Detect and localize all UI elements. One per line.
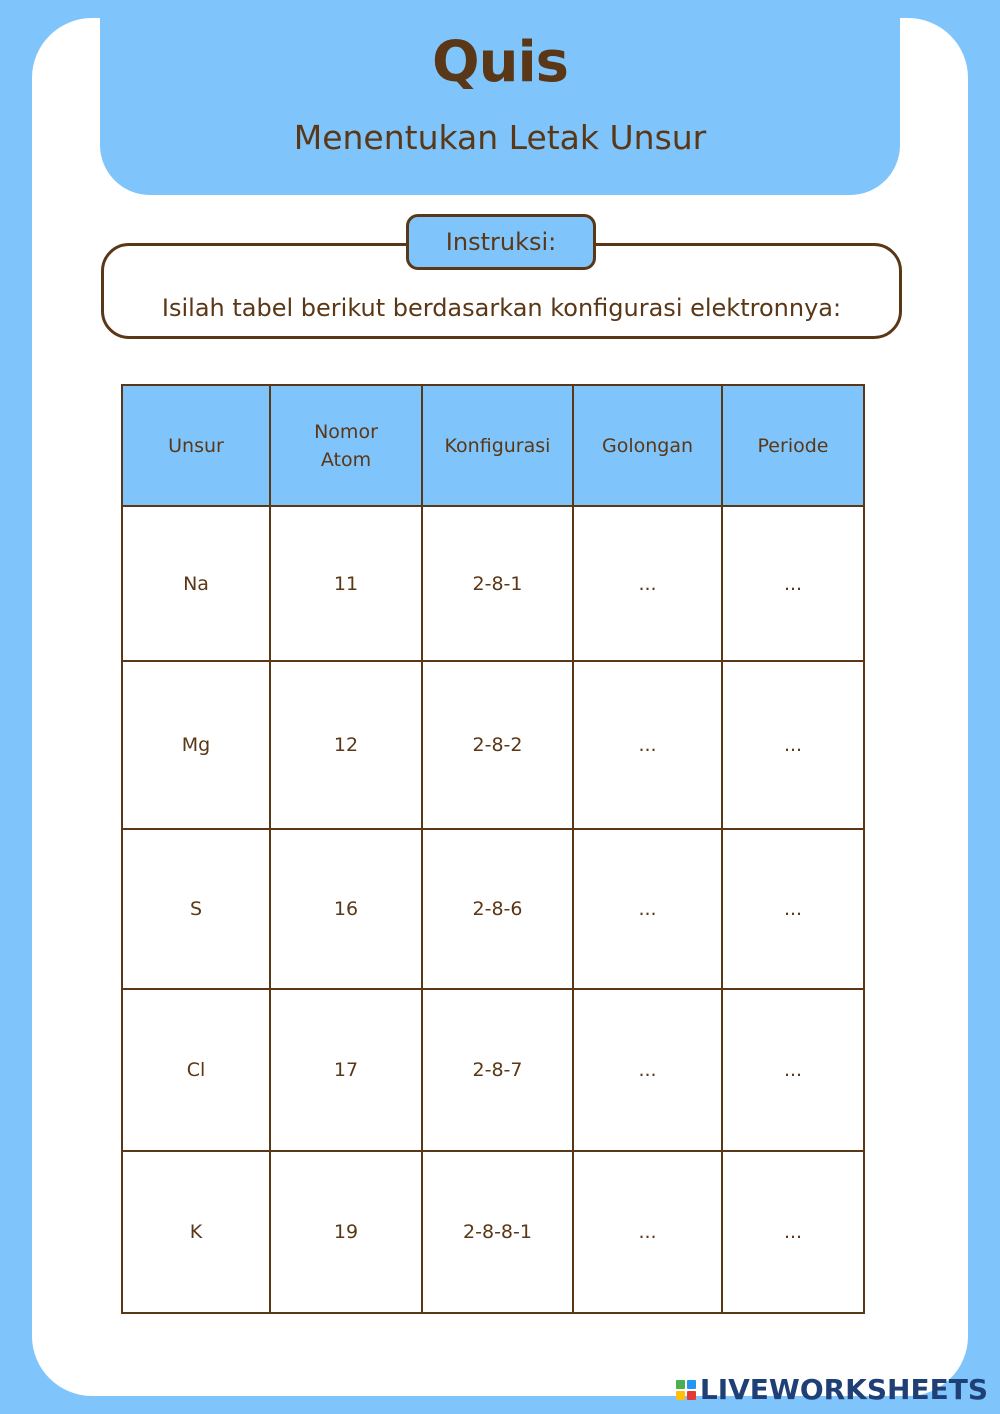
table-row xyxy=(122,989,864,1151)
golongan-answer-field[interactable]: ... xyxy=(573,1151,722,1313)
page-subtitle: Menentukan Letak Unsur xyxy=(293,118,707,157)
header-unsur: Unsur xyxy=(122,385,270,506)
cell-unsur: S xyxy=(122,829,270,989)
worksheet-card xyxy=(32,18,968,1396)
cell-unsur: K xyxy=(122,1151,270,1313)
instruction-label: Instruksi: xyxy=(406,214,596,270)
cell-nomor: 12 xyxy=(270,661,422,829)
periode-answer-field[interactable]: ... xyxy=(722,989,864,1151)
header-nomor-atom xyxy=(270,385,422,506)
cell-konfigurasi: 2-8-6 xyxy=(422,829,573,989)
header-nomor-line2: Atom xyxy=(320,448,372,471)
cell-konfigurasi: 2-8-2 xyxy=(422,661,573,829)
cell-nomor: 11 xyxy=(270,506,422,661)
table-row xyxy=(122,829,864,989)
cell-konfigurasi: 2-8-7 xyxy=(422,989,573,1151)
brand-name: LIVEWORKSHEETS xyxy=(699,1373,988,1406)
table-header-row xyxy=(122,385,864,506)
golongan-answer-field[interactable]: ... xyxy=(573,829,722,989)
table-row xyxy=(122,1151,864,1313)
cell-nomor: 16 xyxy=(270,829,422,989)
cell-konfigurasi: 2-8-1 xyxy=(422,506,573,661)
periode-answer-field[interactable]: ... xyxy=(722,506,864,661)
table-row xyxy=(122,506,864,661)
header-nomor-line1: Nomor xyxy=(314,420,378,443)
cell-konfigurasi: 2-8-8-1 xyxy=(422,1151,573,1313)
periode-answer-field[interactable]: ... xyxy=(722,1151,864,1313)
header-banner xyxy=(100,18,900,195)
cell-unsur: Mg xyxy=(122,661,270,829)
periode-answer-field[interactable]: ... xyxy=(722,829,864,989)
header-golongan: Golongan xyxy=(573,385,722,506)
golongan-answer-field[interactable]: ... xyxy=(573,989,722,1151)
header-periode: Periode xyxy=(722,385,864,506)
cell-nomor: 19 xyxy=(270,1151,422,1313)
page-title: Quis xyxy=(432,30,568,95)
cell-unsur: Na xyxy=(122,506,270,661)
header-konfigurasi: Konfigurasi xyxy=(422,385,573,506)
periode-answer-field[interactable]: ... xyxy=(722,661,864,829)
logo-grid-icon xyxy=(676,1380,696,1400)
element-table xyxy=(121,384,865,1314)
golongan-answer-field[interactable]: ... xyxy=(573,506,722,661)
cell-nomor: 17 xyxy=(270,989,422,1151)
table-row xyxy=(122,661,864,829)
instruction-text: Isilah tabel berikut berdasarkan konfigurasi elektronnya: xyxy=(161,294,842,322)
liveworksheets-logo xyxy=(676,1373,988,1406)
golongan-answer-field[interactable]: ... xyxy=(573,661,722,829)
cell-unsur: Cl xyxy=(122,989,270,1151)
